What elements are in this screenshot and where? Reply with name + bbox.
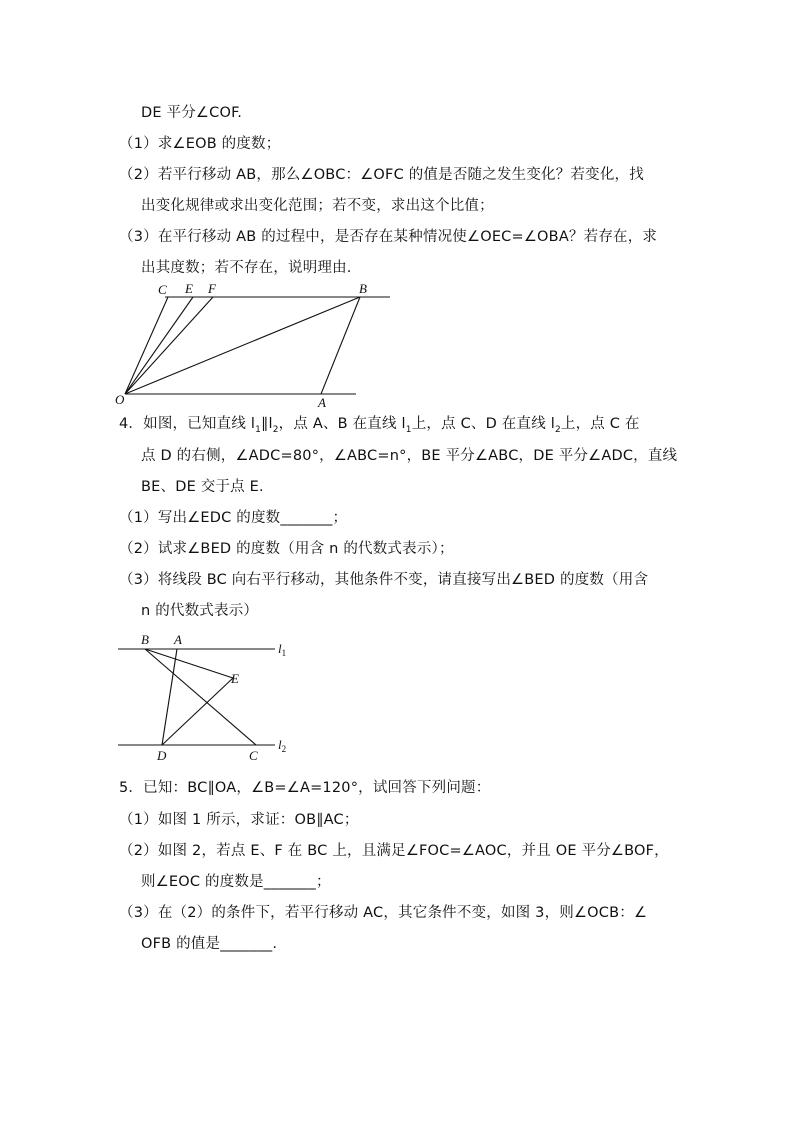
p4-line-bc (145, 649, 256, 745)
p3-question-3-line1: （3）在平行移动 AB 的过程中，是否存在某种情况使∠OEC=∠OBA？若存在，求 (119, 229, 658, 245)
p4-label-e: E (231, 671, 239, 686)
p4-line-de (162, 678, 233, 745)
p3-question-2-line1: （2）若平行移动 AB，那么∠OBC：∠OFC 的值是否随之发生变化？若变化，找 (119, 167, 644, 183)
p3-label-o: O (115, 392, 125, 407)
p3-label-e: E (185, 281, 193, 296)
p5-line1: 5．已知：BC∥OA，∠B=∠A=120°，试回答下列问题： (119, 780, 491, 796)
p3-label-b: B (359, 281, 367, 296)
p4-label-l1: $l_1$ (278, 641, 287, 658)
p4-figure (110, 630, 310, 764)
p4-line1: 4．如图，已知直线 $l_1\parallel l_2$，点 A、B 在直线 $l_1$上，点 C、D 在直线 $l_2$上，点 C 在 (119, 416, 640, 435)
p4-line2: 点 D 的右侧，∠ADC=80°，∠ABC=n°，BE 平分∠ABC，DE 平分∠ADC，直线 (141, 448, 678, 464)
p3-label-f: F (208, 281, 216, 296)
p3-line0: DE 平分∠COF. (141, 105, 243, 121)
p4-question-3-line1: （3）将线段 BC 向右平行移动，其他条件不变，请直接写出∠BED 的度数（用含 (119, 572, 649, 588)
p5-question-2-line1: （2）如图 2，若点 E、F 在 BC 上，且满足∠FOC=∠AOC，并且 OE 平分∠BOF， (119, 843, 669, 859)
p3-line-ab (321, 297, 360, 394)
p4-line-be (145, 649, 233, 678)
p4-question-3-line2: n 的代数式表示） (141, 603, 259, 619)
p3-question-2-line2: 出变化规律或求出变化范围；若不变，求出这个比值； (141, 198, 494, 214)
p4-line3: BE、DE 交于点 E. (141, 479, 264, 495)
p5-question-2-line2: 则∠EOC 的度数是_______； (141, 874, 331, 890)
p3-line-of (125, 297, 213, 394)
p3-question-1: （1）求∠EOB 的度数； (119, 136, 281, 152)
p3-label-c: C (158, 282, 167, 297)
p4-question-2: （2）试求∠BED 的度数（用含 n 的代数式表示）； (119, 541, 454, 557)
p5-question-3-line2: OFB 的值是_______. (141, 936, 278, 952)
p3-line-ob (125, 297, 360, 394)
p3-question-3-line2: 出其度数；若不存在，说明理由. (141, 260, 352, 276)
p5-question-3-line1: （3）在（2）的条件下，若平行移动 AC，其它条件不变，如图 3，则∠OCB：∠ (119, 905, 648, 921)
p3-label-a: A (318, 395, 326, 408)
p4-question-1: （1）写出∠EDC 的度数_______； (119, 510, 348, 526)
p4-label-d: D (157, 748, 167, 763)
p4-label-b: B (141, 632, 149, 647)
p3-figure (110, 280, 400, 408)
p4-label-a: A (174, 632, 182, 647)
p4-label-c: C (249, 748, 258, 763)
p4-label-l2: $l_2$ (278, 737, 287, 754)
p5-question-1: （1）如图 1 所示，求证：OB∥AC； (119, 812, 359, 828)
p4-line-ad (162, 649, 177, 745)
